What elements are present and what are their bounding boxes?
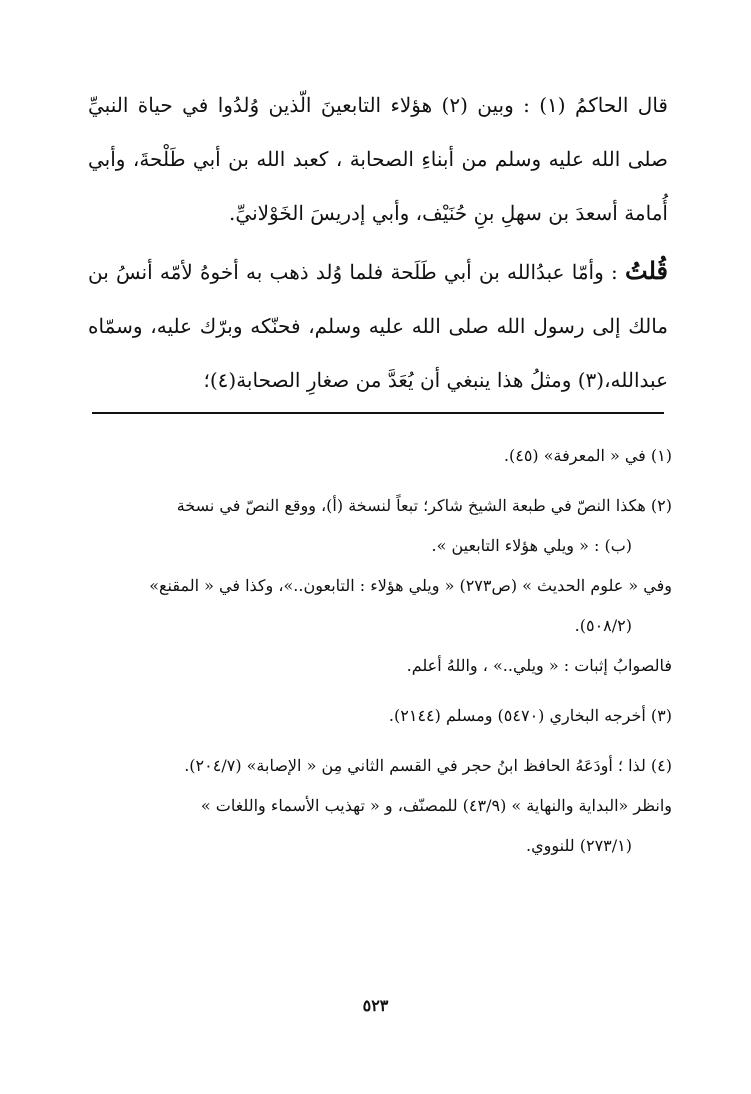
main-paragraph-2 [88,244,668,407]
main-paragraph-1: قال الحاكمُ (١) : وبين (٢) هؤلاء التابعينَ الّذين وُلدُوا في حياة النبيِّ صلى الله عليه وسلم من أبناءِ الصحابة ، كعبد الله بن أبي طَلْحةَ، وأبي أُمامة أسعدَ بن سهلِ بنِ حُنَيْف، وأبي إدريسَ الخَوْلانيِّ. [88,93,668,225]
footnote-4-line-1: (٤) لذا ؛ أودَعَهُ الحافظ ابنُ حجر في القسم الثاني مِن « الإصابة» (٢٠٤/٧). [184,756,672,775]
footnote-2-line-5: فالصوابُ إثبات : « ويلي..» ، واللهُ أعلم. [406,656,672,675]
footnote-3 [92,696,672,736]
footnote-4 [92,746,672,866]
footnote-4-line-2: وانظر «البداية والنهاية » (٤٣/٩) للمصنّف، و « تهذيب الأسماء واللغات » [200,796,672,815]
footnote-2 [92,486,672,686]
footnote-4-line-3: (٢٧٣/١) للنووي. [526,836,632,855]
main-paragraph-2-text: : وأمّا عبدُالله بن أبي طَلَحة فلما وُلد ذهب به أخوهُ لأمّه أنسُ بن مالك إلى رسول الله صلى الله عليه وسلم، فحنّكه وبرّك عليه، وسمّاه عبدالله،(٣) ومثلُ هذا ينبغي أن يُعَدَّ من صغارِ الصحابة(٤)؛ [88,260,669,392]
footnote-1-text: (١) في « المعرفة» (٤٥). [503,446,672,465]
footnote-2-line-2: (ب) : « ويلي هؤلاء التابعين ». [431,536,632,555]
footnote-2-line-3: وفي « علوم الحديث » (ص٢٧٣) « ويلي هؤلاء : التابعون..»، وكذا في « المقنع» [149,576,672,595]
footnote-3-text: (٣) أخرجه البخاري (٥٤٧٠) ومسلم (٢١٤٤). [388,706,672,725]
page-number: ٥٢٣ [362,996,389,1015]
footnotes [92,436,672,876]
qult-word: قُلتُ [625,256,668,285]
footnote-1 [92,436,672,476]
footnote-2-line-4: (٥٠٨/٢). [574,616,632,635]
footnote-2-line-1: (٢) هكذا النصّ في طبعة الشيخ شاكر؛ تبعاً لنسخة (أ)، ووقع النصّ في نسخة [176,496,672,515]
footnote-separator [92,412,664,414]
main-text [88,78,668,407]
